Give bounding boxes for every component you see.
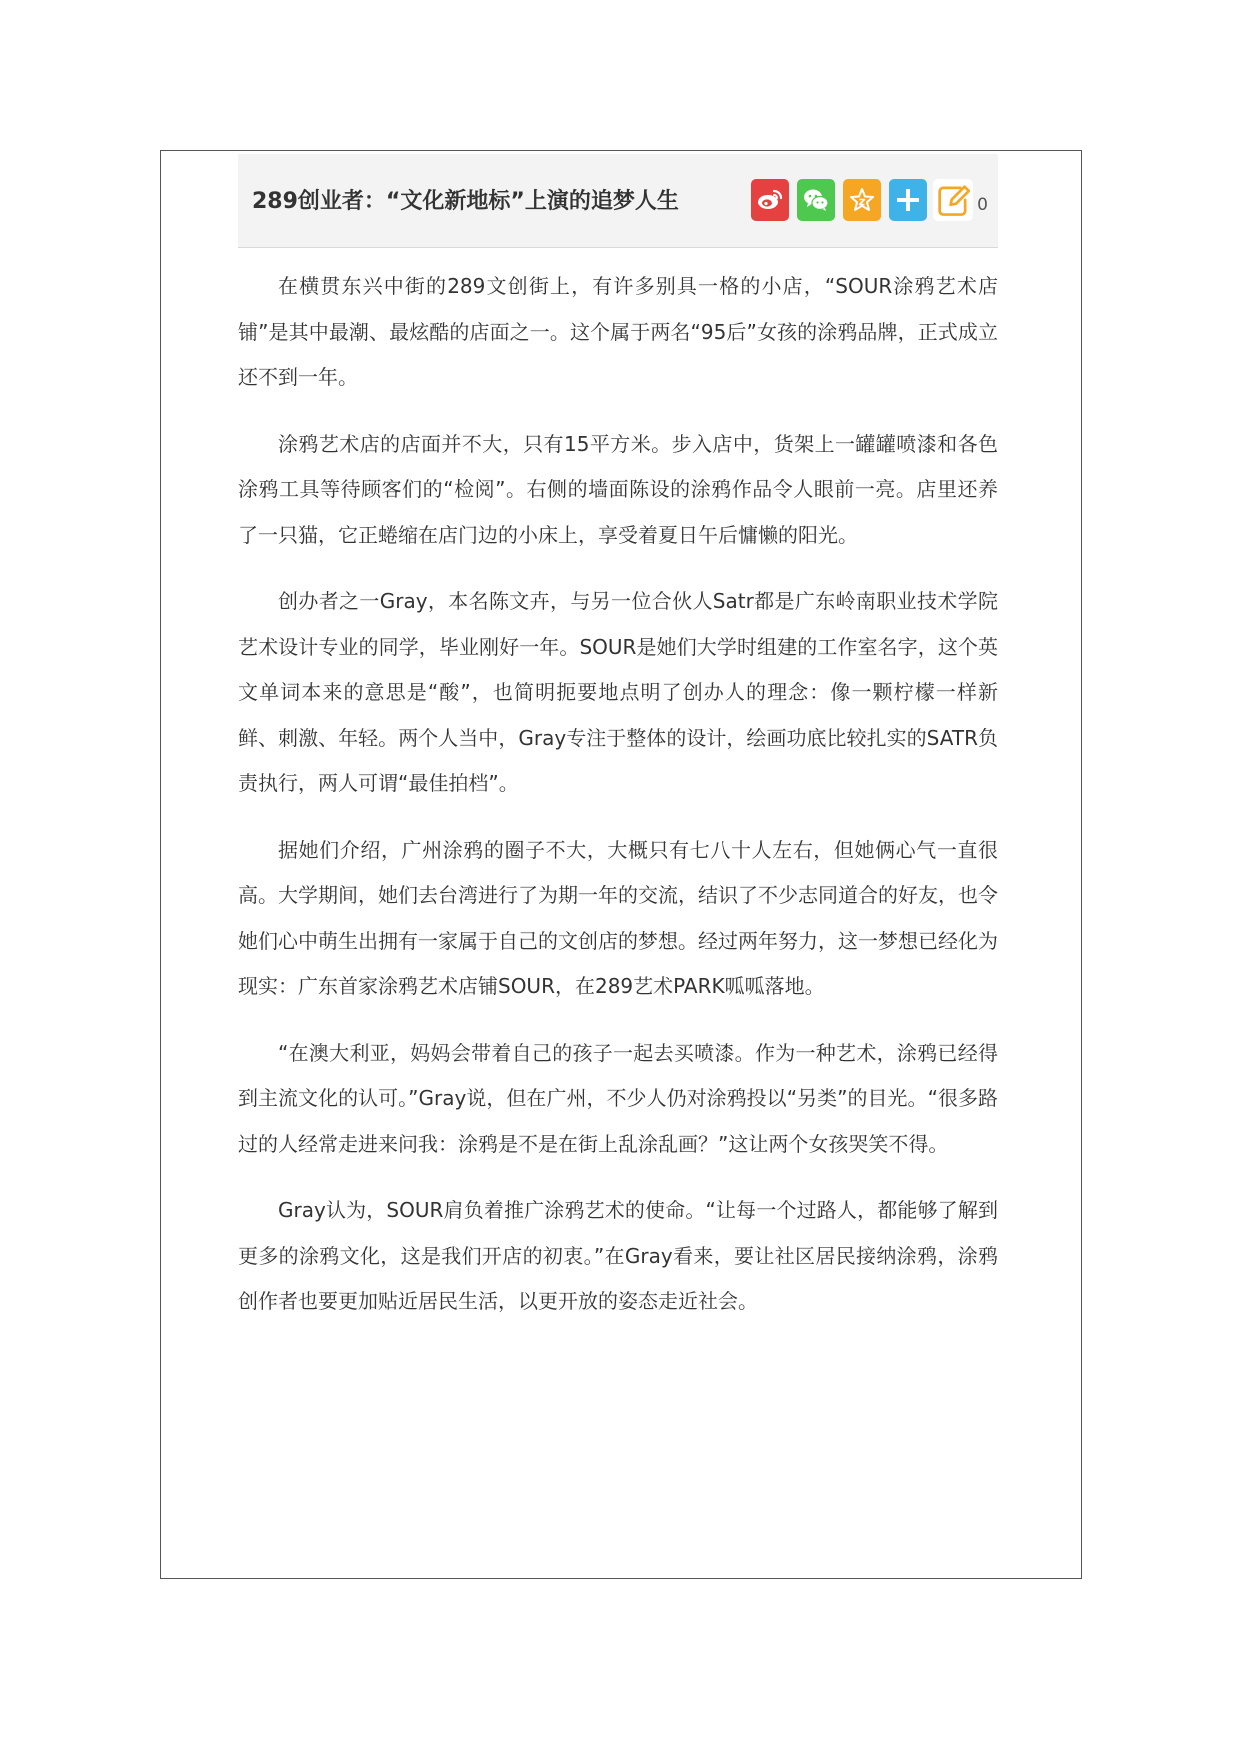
article-paragraph: “在澳大利亚，妈妈会带着自己的孩子一起去买喷漆。作为一种艺术，涂鸦已经得到主流文化的认可。”Gray说，但在广州，不少人仍对涂鸦投以“另类”的目光。“很多路过的人经常走进来问我：涂鸦是不是在街上乱涂乱画？”这让两个女孩哭笑不得。	[238, 1040, 998, 1156]
share-toolbar	[743, 178, 988, 222]
article-paragraph: 涂鸦艺术店的店面并不大，只有15平方米。步入店中，货架上一罐罐喷漆和各色涂鸦工具等待顾客们的“检阅”。右侧的墙面陈设的涂鸦作品令人眼前一亮。店里还养了一只猫，它正蜷缩在店门边的小床上，享受着夏日午后慵懒的阳光。	[238, 431, 998, 547]
article-title: 289创业者：“文化新地标”上演的追梦人生	[252, 189, 679, 214]
edit-icon	[936, 183, 970, 217]
wechat-icon	[802, 186, 830, 214]
share-more-button[interactable]	[889, 179, 927, 221]
share-wechat-button[interactable]	[797, 179, 835, 221]
plus-icon	[894, 186, 922, 214]
favorite-button[interactable]	[843, 179, 881, 221]
star-icon	[848, 186, 876, 214]
comment-edit-button[interactable]	[933, 179, 973, 221]
article-paragraph: 据她们介绍，广州涂鸦的圈子不大，大概只有七八十人左右，但她俩心气一直很高。大学期间，她们去台湾进行了为期一年的交流，结识了不少志同道合的好友，也令她们心中萌生出拥有一家属于自己的文创店的梦想。经过两年努力，这一梦想已经化为现实：广东首家涂鸦艺术店铺SOUR，在289艺术PARK呱呱落地。	[238, 837, 998, 998]
article-paragraph: 创办者之一Gray，本名陈文卉，与另一位合伙人Satr都是广东岭南职业技术学院艺术设计专业的同学，毕业刚好一年。SOUR是她们大学时组建的工作室名字，这个英文单词本来的意思是“酸”，也简明扼要地点明了创办人的理念：像一颗柠檬一样新鲜、刺激、年轻。两个人当中，Gray专注于整体的设计，绘画功底比较扎实的SATR负责执行，两人可谓“最佳拍档”。	[238, 589, 998, 795]
share-weibo-button[interactable]	[751, 179, 789, 221]
weibo-icon	[756, 186, 784, 214]
article-body	[238, 264, 998, 1368]
article-frame	[160, 150, 1082, 1579]
article-paragraph: Gray认为，SOUR肩负着推广涂鸦艺术的使命。“让每一个过路人，都能够了解到更多的涂鸦文化，这是我们开店的初衷。”在Gray看来，要让社区居民接纳涂鸦，涂鸦创作者也要更加贴近居民生活，以更开放的姿态走近社会。	[238, 1198, 998, 1313]
article-paragraph: 在横贯东兴中街的289文创街上，有许多别具一格的小店，“SOUR涂鸦艺术店铺”是其中最潮、最炫酷的店面之一。这个属于两名“95后”女孩的涂鸦品牌，正式成立还不到一年。	[238, 274, 998, 389]
share-count: 0	[977, 195, 988, 215]
article-header	[238, 154, 998, 248]
